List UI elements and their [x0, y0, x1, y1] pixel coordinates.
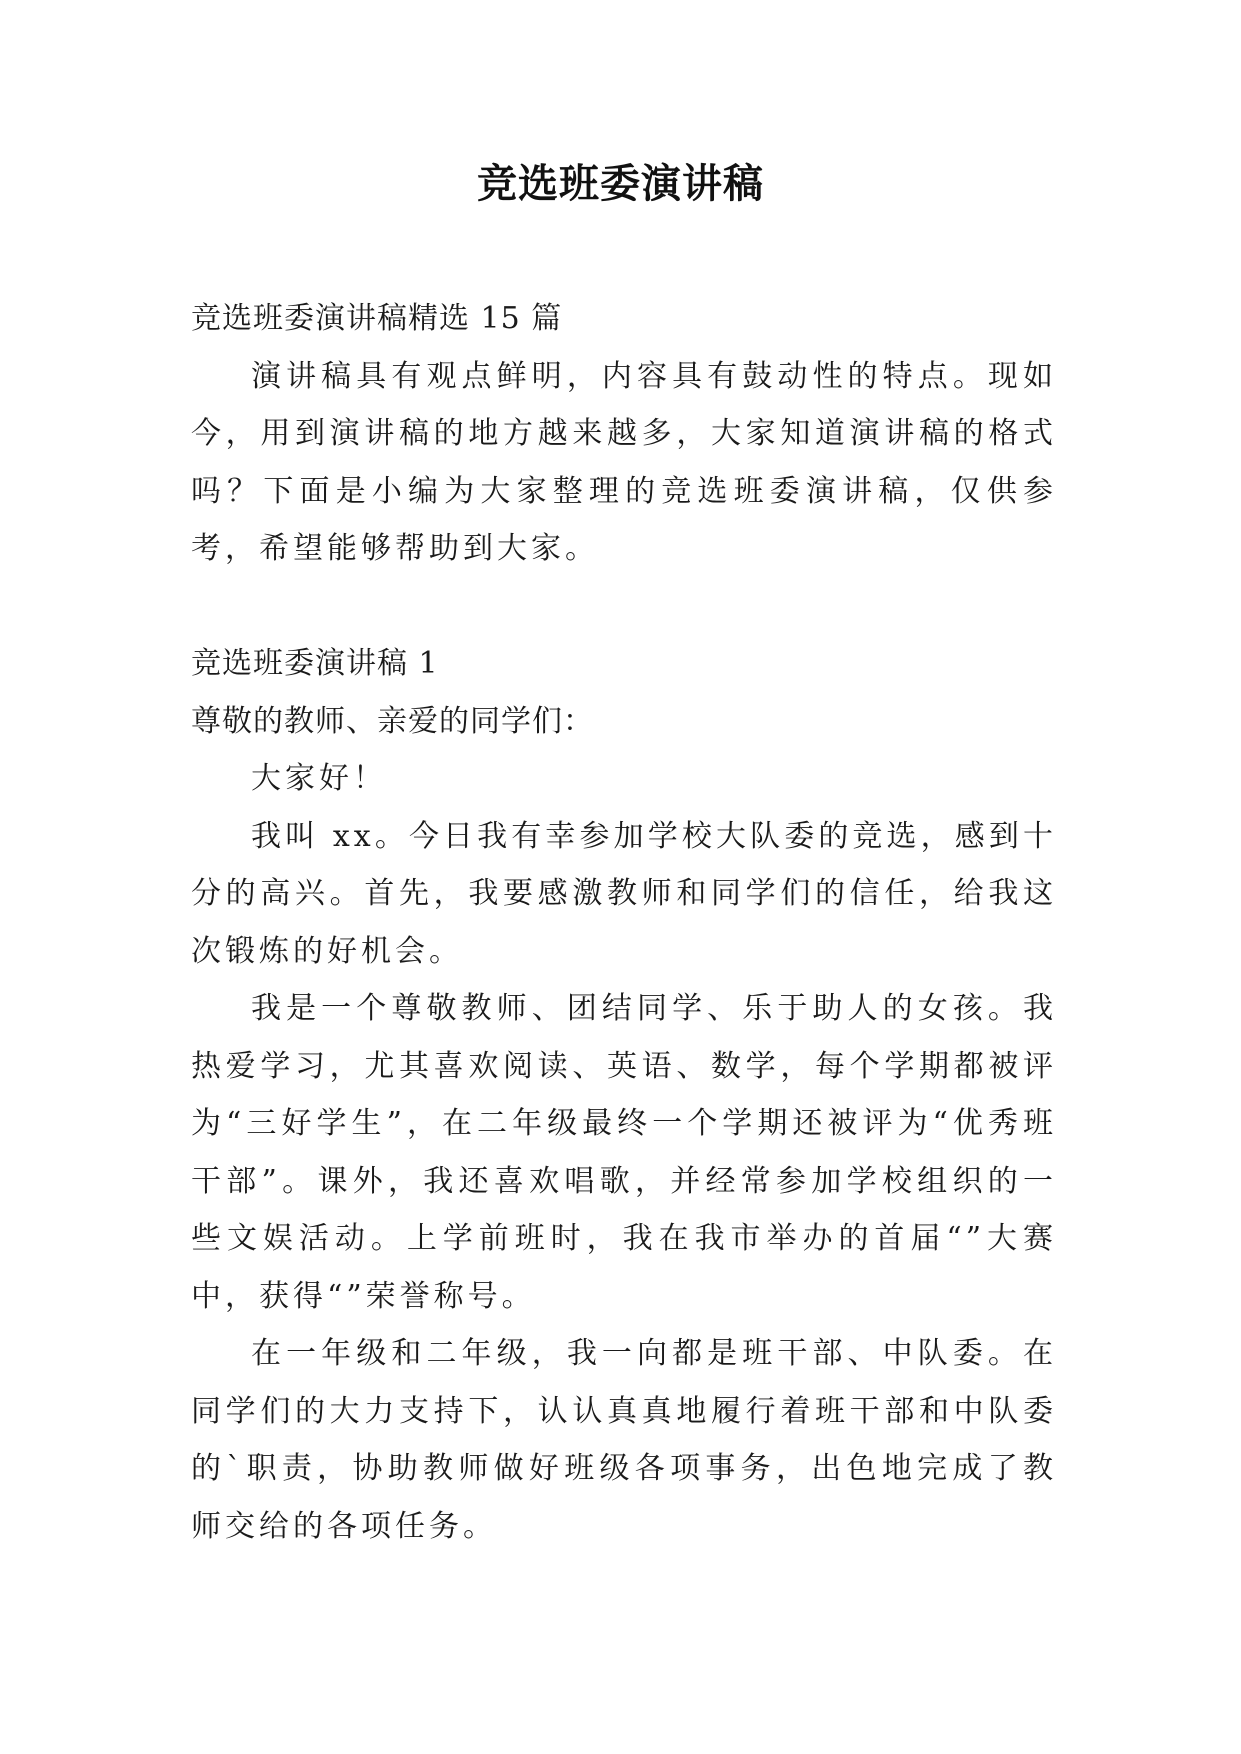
blank-line: [191, 578, 1057, 636]
body-paragraph: 在一年级和二年级，我一向都是班干部、中队委。在同学们的大力支持下，认认真真地履行着班干部和中队委的`职责，协助教师做好班级各项事务，出色地完成了教师交给的各项任务。: [191, 1336, 1057, 1544]
salutation: 尊敬的教师、亲爱的同学们：: [191, 703, 594, 739]
body-paragraph: 我叫 xx。今日我有幸参加学校大队委的竞选，感到十分的高兴。首先，我要感激教师和同学们的信任，给我这次锻炼的好机会。: [191, 818, 1057, 969]
document-title: 竞选班委演讲稿: [477, 160, 764, 207]
greeting-paragraph: 大家好！: [251, 761, 387, 796]
body-paragraph: 我是一个尊敬教师、团结同学、乐于助人的女孩。我热爱学习，尤其喜欢阅读、英语、数学，每个学期都被评为“三好学生”，在二年级最终一个学期还被评为“优秀班干部”。课外，我还喜欢唱歌，并经常参加学校组织的一些文娱活动。上学前班时，我在我市举办的首届“”大赛中，获得“”荣誉称号。: [191, 991, 1057, 1314]
document-body: [191, 290, 1057, 1555]
document-subtitle: 竞选班委演讲稿精选 15 篇: [191, 301, 563, 336]
section-heading: 竞选班委演讲稿 1: [191, 646, 439, 681]
intro-paragraph: 演讲稿具有观点鲜明，内容具有鼓动性的特点。现如今，用到演讲稿的地方越来越多，大家知道演讲稿的格式吗？下面是小编为大家整理的竞选班委演讲稿，仅供参考，希望能够帮助到大家。: [191, 358, 1057, 566]
